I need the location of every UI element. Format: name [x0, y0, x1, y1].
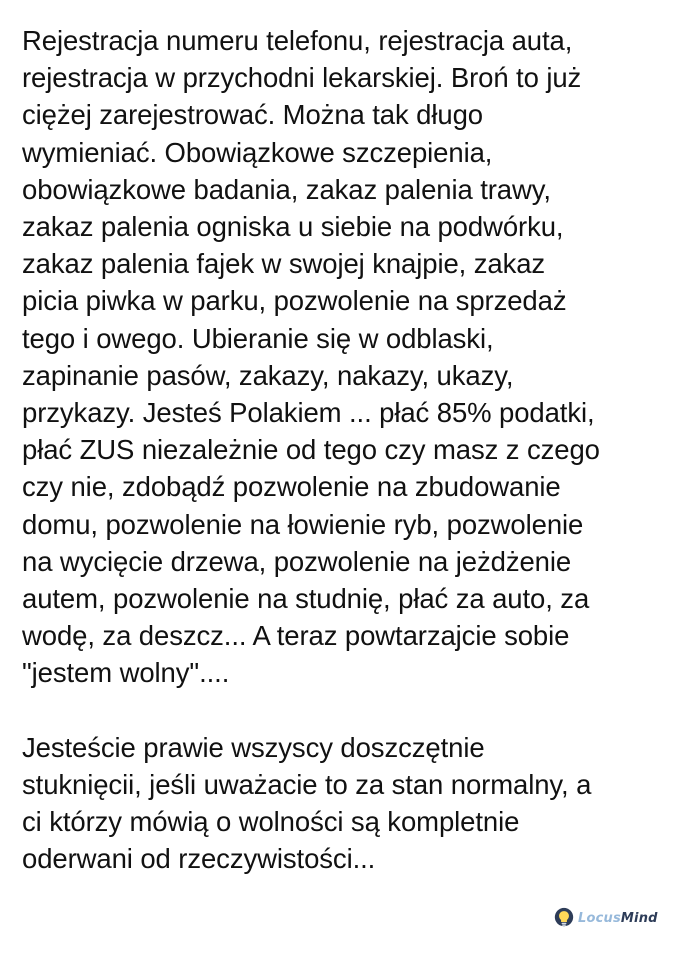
text-line: rejestracja w przychodni lekarskiej. Broń to już [22, 62, 582, 94]
text-line: zakaz palenia fajek w swojej knajpie, zakaz [22, 248, 546, 280]
watermark-text-locus: Locus [578, 910, 621, 926]
text-line: domu, pozwolenie na łowienie ryb, pozwolenie [22, 508, 584, 540]
text-line: ciężej zarejestrować. Można tak długo [22, 99, 483, 131]
text-line: obowiązkowe badania, zakaz palenia trawy, [22, 173, 551, 205]
text-line: przykazy. Jesteś Polakiem ... płać 85% podatki, [22, 397, 595, 429]
text-line: stuknięcii, jeśli uważacie to za stan normalny, a [22, 769, 592, 801]
text-line: czy nie, zdobądź pozwolenie na zbudowanie [22, 471, 561, 503]
text-line: na wycięcie drzewa, pozwolenie na jeżdżenie [22, 545, 572, 577]
paragraph-gap [22, 692, 682, 729]
paragraph-1 [22, 22, 682, 692]
watermark-text [578, 911, 658, 926]
text-line: płać ZUS niezależnie od tego czy masz z czego [22, 434, 600, 466]
locusmind-watermark [553, 906, 658, 930]
post-text [22, 22, 682, 878]
text-line: autem, pozwolenie na studnię, płać za auto, za [22, 583, 590, 615]
paragraph-2 [22, 729, 682, 878]
text-line: wymieniać. Obowiązkowe szczepienia, [22, 136, 493, 168]
text-line: "jestem wolny".... [22, 657, 230, 689]
lightbulb-head-logo-icon [553, 907, 575, 929]
text-line: zapinanie pasów, zakazy, nakazy, ukazy, [22, 359, 514, 391]
text-line: tego i owego. Ubieranie się w odblaski, [22, 322, 494, 354]
text-line: picia piwka w parku, pozwolenie na sprzedaż [22, 285, 567, 317]
text-line: Jesteście prawie wszyscy doszczętnie [22, 731, 485, 763]
watermark-text-mind: Mind [620, 910, 658, 926]
text-line: zakaz palenia ogniska u siebie na podwórku, [22, 211, 564, 243]
text-line: oderwani od rzeczywistości... [22, 843, 376, 875]
text-line: wodę, za deszcz... A teraz powtarzajcie sobie [22, 620, 570, 652]
text-line: ci którzy mówią o wolności są kompletnie [22, 806, 520, 838]
text-line: Rejestracja numeru telefonu, rejestracja auta, [22, 25, 573, 56]
